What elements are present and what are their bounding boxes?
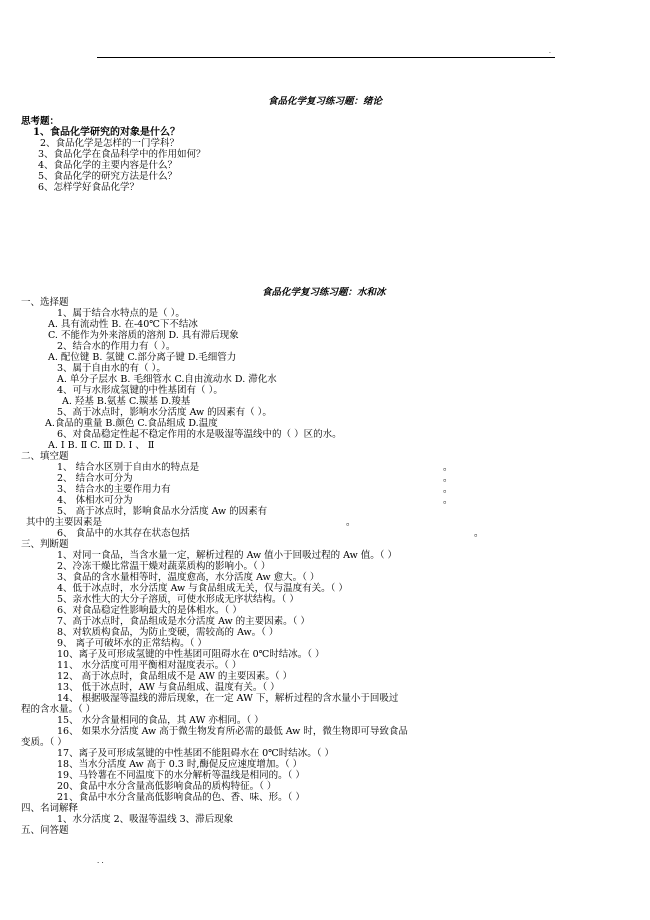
fill-q3-period: 。 bbox=[443, 484, 453, 495]
question-1: 1、食品化学研究的对象是什么？ bbox=[33, 127, 180, 138]
judge-17: 17、离子及可形成氢键的中性基团不能阻碍水在 0℃时结冰。（ ） bbox=[57, 748, 335, 759]
fill-q6-period: 。 bbox=[474, 528, 484, 539]
fill-q5-cont: 其中的主要因素是 bbox=[26, 517, 103, 528]
fill-q4: 4、 体相水可分为 bbox=[57, 495, 133, 506]
fill-q5: 5、 高于冰点时，影响食品水分活度 Aw 的因素有 bbox=[57, 506, 268, 517]
part3-heading: 三、判断题 bbox=[21, 539, 69, 550]
choice-q6-options: A. Ⅰ B. Ⅱ C. Ⅲ D. Ⅰ 、 Ⅱ bbox=[48, 440, 155, 451]
fill-q4-period: 。 bbox=[443, 495, 453, 506]
section1-heading: 思考题： bbox=[21, 116, 60, 127]
section1-title: 食品化学复习练习题：绪论 bbox=[268, 96, 383, 107]
question-2: 2、食品化学是怎样的一门学科？ bbox=[40, 138, 180, 149]
fill-q3: 3、 结合水的主要作用力有 bbox=[57, 484, 171, 495]
judge-10: 10、离子及可形成氢键的中性基团可阻碍水在 0℃时结冰。（ ） bbox=[57, 649, 325, 660]
choice-q2-options: A. 配位键 B. 氢键 C.部分离子键 D.毛细管力 bbox=[48, 352, 237, 363]
question-5: 5、食品化学的研究方法是什么？ bbox=[38, 171, 178, 182]
choice-q2: 2、结合水的作用力有（ ）。 bbox=[57, 341, 176, 352]
judge-4: 4、低于冰点时，水分活度 Aw 与食品组成无关，仅与温度有关。（ ） bbox=[57, 583, 348, 594]
fill-q1-period: 。 bbox=[443, 462, 453, 473]
part1-heading: 一、选择题 bbox=[21, 297, 69, 308]
judge-1: 1、对同一食品，当含水量一定，解析过程的 Aw 值小于回吸过程的 Aw 值。（ ） bbox=[57, 550, 398, 561]
judge-21: 21、食品中水分含量高低影响食品的色、香、味、形。（ ） bbox=[57, 792, 305, 803]
judge-14: 14、 根据吸湿等温线的滞后现象，在一定 AW 下，解析过程的含水量小于回吸过 bbox=[57, 693, 399, 704]
part5-heading: 五、问答题 bbox=[21, 825, 69, 836]
judge-12: 12、 高于冰点时，食品组成不是 AW 的主要因素。（ ） bbox=[57, 671, 293, 682]
judge-14-cont: 程的含水量。（ ） bbox=[21, 704, 96, 715]
judge-9: 9、 离子可破坏水的正常结构。（ ） bbox=[57, 638, 207, 649]
terms-line: 1、水分活度 2、吸湿等温线 3、滞后现象 bbox=[57, 814, 234, 825]
section2-title: 食品化学复习练习题：水和冰 bbox=[262, 287, 386, 298]
choice-q3: 3、属于自由水的有（ ）。 bbox=[57, 363, 166, 374]
judge-3: 3、食品的含水量相等时，温度愈高，水分活度 Aw 愈大。（ ） bbox=[57, 572, 320, 583]
judge-19: 19、马铃薯在不同温度下的水分解析等温线是相同的。（ ） bbox=[57, 770, 305, 781]
choice-q4-options: A. 羟基 B.氨基 C.羰基 D.羧基 bbox=[62, 396, 191, 407]
question-6: 6、怎样学好食品化学？ bbox=[38, 182, 140, 193]
choice-q1: 1、属于结合水特点的是（ ）。 bbox=[57, 308, 185, 319]
choice-q5-options: A.食品的重量 B.颜色 C.食品组成 D.温度 bbox=[45, 418, 218, 429]
fill-q2-period: 。 bbox=[443, 473, 453, 484]
judge-2: 2、冷冻干燥比常温干燥对蔬菜质构的影响小。（ ） bbox=[57, 561, 271, 572]
choice-q5: 5、高于冰点时，影响水分活度 Aw 的因素有（ ）。 bbox=[57, 407, 272, 418]
question-3: 3、食品化学在食品科学中的作用如何？ bbox=[38, 149, 206, 160]
choice-q3-options: A. 单分子层水 B. 毛细管水 C.自由流动水 D. 滞化水 bbox=[57, 374, 277, 385]
part2-heading: 二、填空题 bbox=[21, 451, 69, 462]
part4-heading: 四、名词解释 bbox=[21, 803, 79, 814]
judge-8: 8、对软质构食品，为防止变硬，需较高的 Aw。（ ） bbox=[57, 627, 279, 638]
choice-q6: 6、对食品稳定性起不稳定作用的水是吸湿等温线中的（ ）区的水。 bbox=[57, 429, 342, 440]
judge-18: 18、当水分活度 Aw 高于 0.3 时,酶促反应速度增加。（ ） bbox=[57, 759, 303, 770]
choice-q1-ab: A. 具有流动性 B. 在-40℃下不结冰 bbox=[48, 319, 198, 330]
header-mark: . bbox=[549, 48, 551, 55]
judge-7: 7、高于冰点时，食品组成是水分活度 Aw 的主要因素。（ ） bbox=[57, 616, 310, 627]
fill-q2: 2、 结合水可分为 bbox=[57, 473, 133, 484]
judge-5: 5、亲水性大的大分子溶质，可使水形成无序状结构。（ ） bbox=[57, 594, 299, 605]
judge-13: 13、 低于冰点时，AW 与食品组成、温度有关。（ ） bbox=[57, 682, 280, 693]
footer-mark: . . bbox=[97, 857, 104, 865]
fill-q1: 1、 结合水区别于自由水的特点是 bbox=[57, 462, 200, 473]
judge-11: 11、 水分活度可用平衡相对湿度表示。（ ） bbox=[57, 660, 242, 671]
judge-16-cont: 变质。（ ） bbox=[21, 737, 67, 748]
fill-q6: 6、 食品中的水其存在状态包括 bbox=[57, 528, 190, 539]
judge-16: 16、 如果水分活度 Aw 高于微生物发育所必需的最低 Aw 时，微生物即可导致食品 bbox=[57, 726, 408, 737]
judge-20: 20、食品中水分含量高低影响食品的质构特征。（ ） bbox=[57, 781, 277, 792]
judge-15: 15、 水分含量相同的食品，其 AW 亦相同。（ ） bbox=[57, 715, 264, 726]
judge-6: 6、对食品稳定性影响最大的是体相水。（ ） bbox=[57, 605, 242, 616]
choice-q4: 4、可与水形成氢键的中性基团有（ ）。 bbox=[57, 385, 223, 396]
header-rule bbox=[97, 57, 555, 58]
question-4: 4、食品化学的主要内容是什么？ bbox=[38, 160, 178, 171]
choice-q1-cd: C. 不能作为外来溶质的溶剂 D. 具有滞后现象 bbox=[48, 330, 239, 341]
fill-q5-period: 。 bbox=[346, 517, 356, 528]
